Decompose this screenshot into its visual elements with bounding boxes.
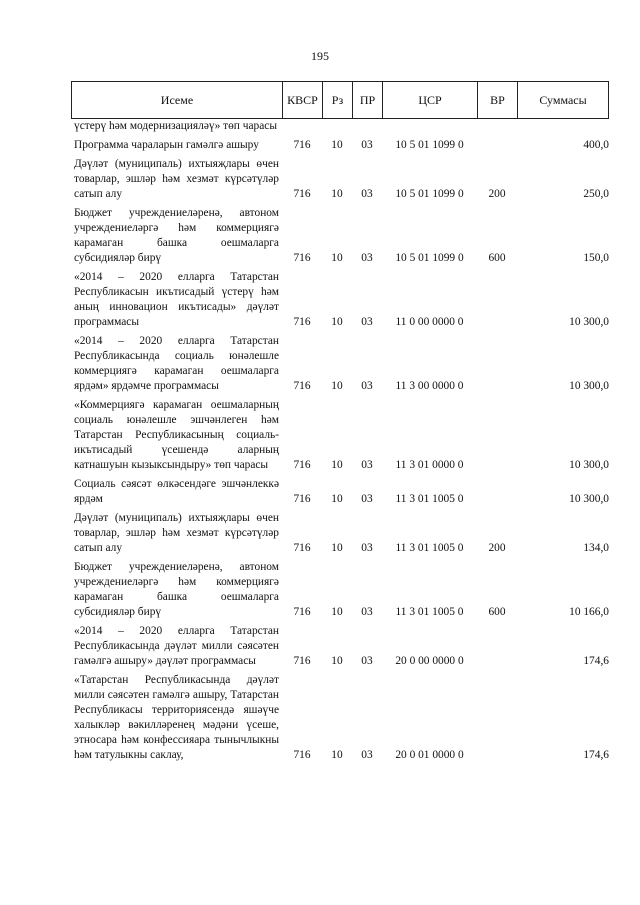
row-rz: 10 bbox=[331, 655, 343, 667]
header-csr: ЦСР bbox=[383, 82, 478, 118]
row-name: «2014 – 2020 елларга Татарстан Республикасын икътисадый үстерү һәм аның инновацион икътисады» дәүләт программасы bbox=[74, 271, 279, 328]
row-kvsr: 716 bbox=[293, 493, 311, 505]
row-pr: 03 bbox=[361, 188, 373, 200]
table-row bbox=[71, 119, 609, 134]
header-name: Исеме bbox=[72, 82, 283, 118]
table-row bbox=[71, 673, 609, 763]
row-vr: 600 bbox=[488, 606, 506, 618]
row-kvsr: 716 bbox=[293, 188, 311, 200]
row-sum: 10 300,0 bbox=[569, 493, 609, 505]
row-name: «Коммерциягә карамаган оешмаларның социаль юнәлешле эшчәнлеген һәм Татарстан Республикасының социаль-икътисадый үсешендә аларның катнашуын кызыксындыру» төп чарасы bbox=[74, 399, 279, 471]
row-name: Бюджет учреждениеләренә, автоном учреждениеләргә һәм коммерциягә карамаган башка оешмаларга субсидияләр бирү bbox=[74, 207, 279, 264]
table-row bbox=[71, 398, 609, 473]
row-pr: 03 bbox=[361, 749, 373, 761]
row-kvsr: 716 bbox=[293, 316, 311, 328]
table-row bbox=[71, 138, 609, 153]
header-sum: Суммасы bbox=[539, 92, 587, 107]
row-csr: 11 3 00 0000 0 bbox=[395, 380, 464, 392]
row-name: «Татарстан Республикасында дәүләт милли сәясәтен гамәлгә ашыру, Татарстан Республикасы территориясендә яшәүче халыкләр вәкилләренең мәдәни үсеше, этносара һәм конфессияара тынычлыкны һәм татулыкны саклау, bbox=[74, 674, 279, 761]
header-vr: ВР bbox=[478, 82, 518, 118]
row-name: үстерү һәм модернизацияләү» төп чарасы bbox=[74, 120, 277, 132]
row-kvsr: 716 bbox=[293, 459, 311, 471]
row-csr: 20 0 01 0000 0 bbox=[395, 749, 464, 761]
row-csr: 10 5 01 1099 0 bbox=[395, 252, 464, 264]
row-rz: 10 bbox=[331, 380, 343, 392]
table-body bbox=[71, 119, 609, 763]
row-name: Программа чараларын гамәлгә ашыру bbox=[74, 139, 259, 151]
row-name: «2014 – 2020 елларга Татарстан Республикасында дәүләт милли сәясәтен гамәлгә ашыру» дәүләт программасы bbox=[74, 625, 279, 667]
row-pr: 03 bbox=[361, 316, 373, 328]
row-csr: 11 3 01 1005 0 bbox=[395, 606, 464, 618]
row-rz: 10 bbox=[331, 252, 343, 264]
row-sum: 150,0 bbox=[583, 252, 609, 264]
row-sum: 250,0 bbox=[583, 188, 609, 200]
table-header bbox=[71, 81, 609, 119]
row-pr: 03 bbox=[361, 459, 373, 471]
row-csr: 11 3 01 1005 0 bbox=[395, 542, 464, 554]
row-rz: 10 bbox=[331, 316, 343, 328]
header-pr: ПР bbox=[353, 82, 383, 118]
row-sum: 10 300,0 bbox=[569, 459, 609, 471]
row-pr: 03 bbox=[361, 493, 373, 505]
row-rz: 10 bbox=[331, 542, 343, 554]
row-name: Дәүләт (муниципаль) ихтыяҗлары өчен товарлар, эшләр һәм хезмәт күрсәтүләр сатып алу bbox=[74, 158, 279, 200]
table-row bbox=[71, 334, 609, 394]
row-rz: 10 bbox=[331, 139, 343, 151]
row-sum: 10 166,0 bbox=[569, 606, 609, 618]
row-sum: 10 300,0 bbox=[569, 316, 609, 328]
table-row bbox=[71, 511, 609, 556]
row-kvsr: 716 bbox=[293, 139, 311, 151]
page-number: 195 bbox=[311, 49, 329, 63]
table-row bbox=[71, 624, 609, 669]
header-kvsr: КВСР bbox=[283, 82, 323, 118]
row-rz: 10 bbox=[331, 749, 343, 761]
row-rz: 10 bbox=[331, 188, 343, 200]
row-vr: 200 bbox=[488, 188, 506, 200]
row-sum: 174,6 bbox=[583, 655, 609, 667]
row-kvsr: 716 bbox=[293, 606, 311, 618]
row-csr: 20 0 00 0000 0 bbox=[395, 655, 464, 667]
row-rz: 10 bbox=[331, 606, 343, 618]
row-name: Бюджет учреждениеләренә, автоном учреждениеләргә һәм коммерциягә карамаган башка оешмаларга субсидияләр бирү bbox=[74, 561, 279, 618]
row-csr: 11 0 00 0000 0 bbox=[395, 316, 464, 328]
header-rz: Рз bbox=[323, 82, 353, 118]
row-kvsr: 716 bbox=[293, 252, 311, 264]
row-pr: 03 bbox=[361, 655, 373, 667]
table-row bbox=[71, 560, 609, 620]
row-pr: 03 bbox=[361, 139, 373, 151]
row-sum: 400,0 bbox=[583, 139, 609, 151]
row-rz: 10 bbox=[331, 459, 343, 471]
row-pr: 03 bbox=[361, 542, 373, 554]
row-kvsr: 716 bbox=[293, 749, 311, 761]
row-pr: 03 bbox=[361, 380, 373, 392]
row-pr: 03 bbox=[361, 606, 373, 618]
row-name: «2014 – 2020 елларга Татарстан Республикасында социаль юнәлешле коммерциягә карамаган оешмаларга ярдәм» ярдәмче программасы bbox=[74, 335, 279, 392]
row-sum: 134,0 bbox=[583, 542, 609, 554]
table-row bbox=[71, 206, 609, 266]
row-csr: 11 3 01 0000 0 bbox=[395, 459, 464, 471]
row-vr: 200 bbox=[488, 542, 506, 554]
row-vr: 600 bbox=[488, 252, 506, 264]
row-kvsr: 716 bbox=[293, 542, 311, 554]
row-rz: 10 bbox=[331, 493, 343, 505]
table-row bbox=[71, 477, 609, 507]
row-pr: 03 bbox=[361, 252, 373, 264]
row-kvsr: 716 bbox=[293, 380, 311, 392]
row-csr: 10 5 01 1099 0 bbox=[395, 139, 464, 151]
row-name: Дәүләт (муниципаль) ихтыяҗлары өчен товарлар, эшләр һәм хезмәт күрсәтүләр сатып алу bbox=[74, 512, 279, 554]
row-name: Социаль сәясәт өлкәсендәге эшчәнлеккә ярдәм bbox=[74, 478, 279, 505]
row-csr: 10 5 01 1099 0 bbox=[395, 188, 464, 200]
table-row bbox=[71, 270, 609, 330]
table-row bbox=[71, 157, 609, 202]
row-csr: 11 3 01 1005 0 bbox=[395, 493, 464, 505]
row-kvsr: 716 bbox=[293, 655, 311, 667]
row-sum: 10 300,0 bbox=[569, 380, 609, 392]
row-sum: 174,6 bbox=[583, 749, 609, 761]
